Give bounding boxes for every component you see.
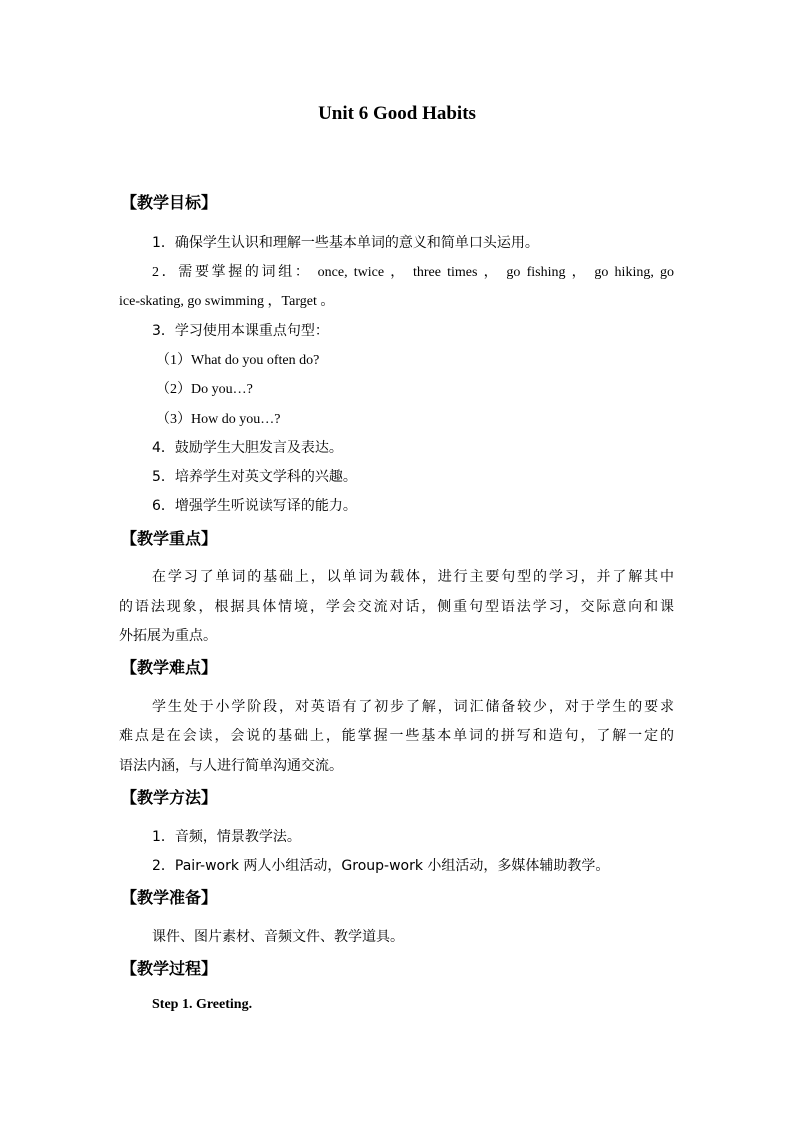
heading-difficulties: 【教学难点】	[121, 658, 218, 677]
sentence-pattern-1: （1）What do you often do?	[156, 353, 320, 368]
step-1-greeting: Step 1. Greeting.	[152, 997, 253, 1012]
sentence-pattern-3: （3）How do you…?	[156, 412, 281, 427]
objective-item-1: 1．确保学生认识和理解一些基本单词的意义和简单口头运用。	[152, 235, 539, 251]
objective-item-6: 6．增强学生听说读写译的能力。	[152, 498, 357, 514]
difficulties-line-1: 学生处于小学阶段，对英语有了初步了解，词汇储备较少，对于学生的要求	[152, 699, 674, 715]
method-item-1: 1．音频，情景教学法。	[152, 829, 301, 845]
key-points-line-3: 外拓展为重点。	[119, 628, 217, 644]
key-points-line-1: 在学习了单词的基础上，以单词为载体，进行主要句型的学习，并了解其中	[152, 569, 674, 585]
difficulties-line-2: 难点是在会读，会说的基础上，能掌握一些基本单词的拼写和造句，了解一定的	[119, 728, 674, 744]
difficulties-line-3: 语法内涵，与人进行简单沟通交流。	[119, 758, 343, 774]
heading-preparation: 【教学准备】	[121, 888, 218, 907]
heading-key-points: 【教学重点】	[121, 529, 218, 548]
method-item-2: 2．Pair-work 两人小组活动，Group-work 小组活动，多媒体辅助教学。	[152, 858, 610, 874]
heading-process: 【教学过程】	[121, 959, 218, 978]
objective-item-3: 3．学习使用本课重点句型：	[152, 323, 329, 339]
preparation-text: 课件、图片素材、音频文件、教学道具。	[152, 929, 404, 945]
heading-methods: 【教学方法】	[121, 788, 218, 807]
sentence-pattern-2: （2）Do you…?	[156, 382, 253, 397]
objective-item-2: 2．需要掌握的词组： once, twice ， three times ， go fishing ， go hiking, go	[152, 265, 674, 280]
objective-item-2-cont: ice-skating, go swimming ，Target 。	[119, 294, 335, 309]
document-title: Unit 6 Good Habits	[318, 103, 476, 124]
objective-item-4: 4．鼓励学生大胆发言及表达。	[152, 440, 343, 456]
heading-objectives: 【教学目标】	[121, 193, 218, 212]
key-points-line-2: 的语法现象，根据具体情境，学会交流对话，侧重句型语法学习，交际意向和课	[119, 599, 674, 615]
objective-item-5: 5．培养学生对英文学科的兴趣。	[152, 469, 357, 485]
